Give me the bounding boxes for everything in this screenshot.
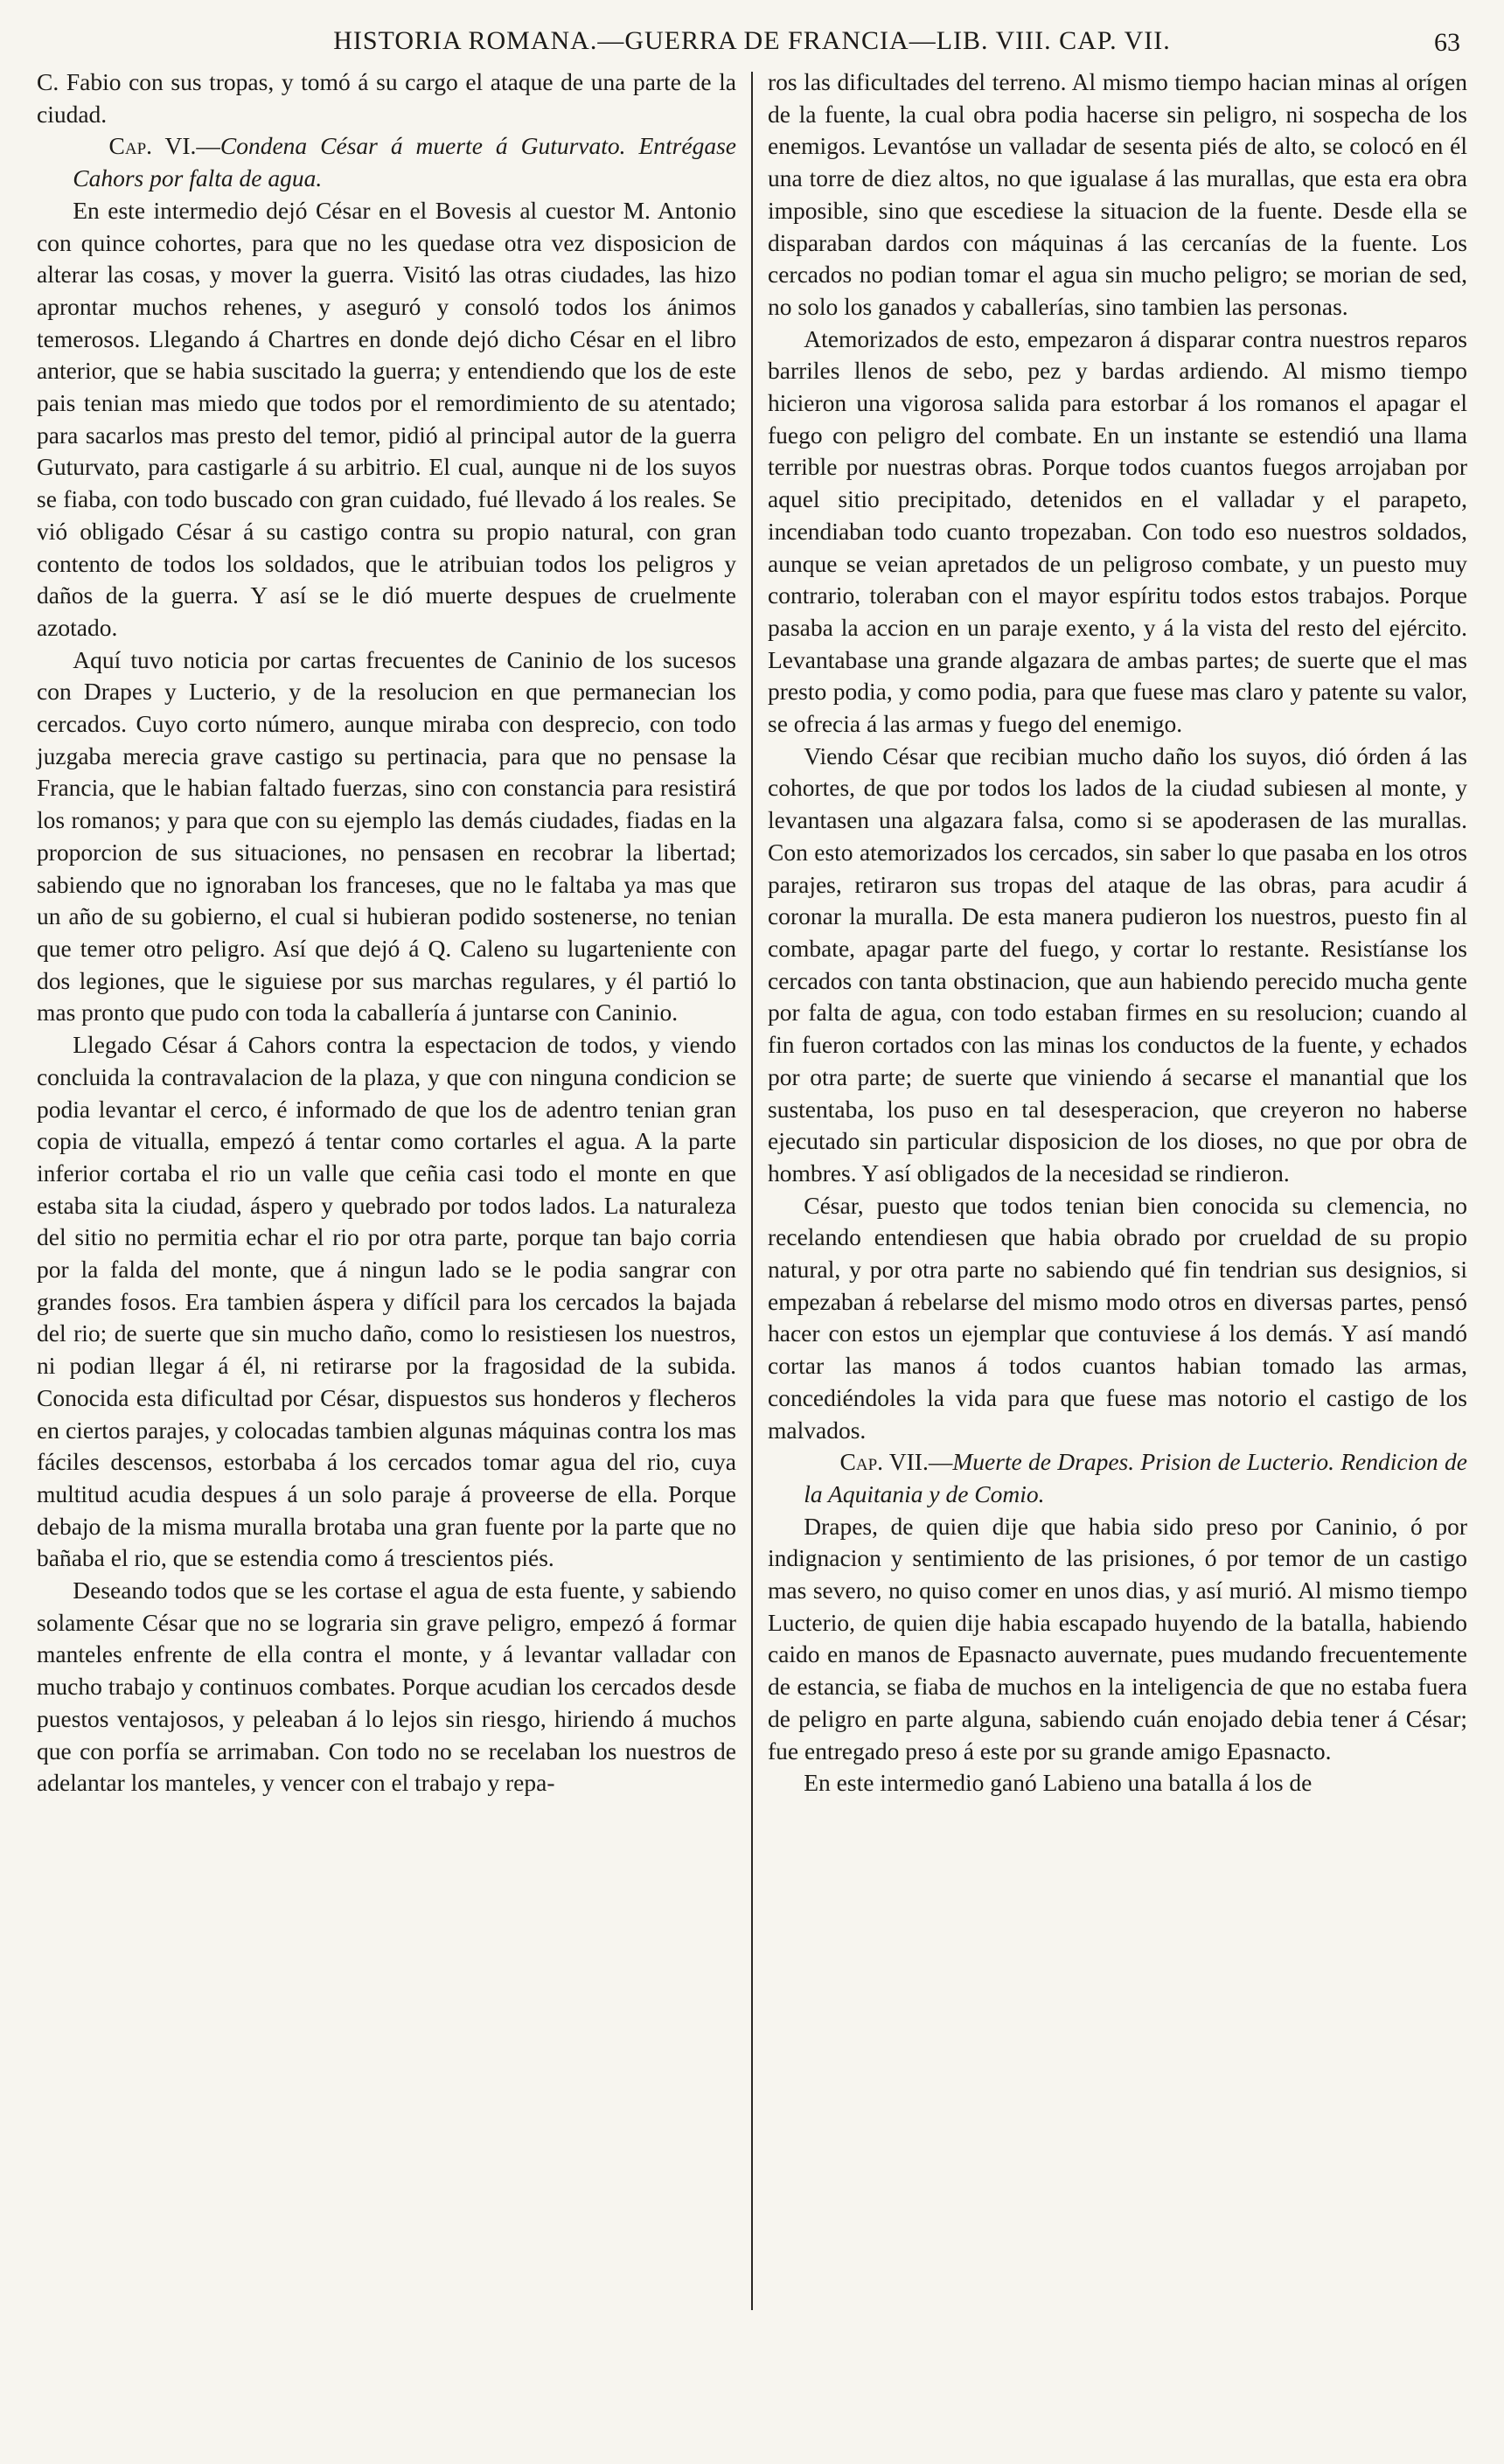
running-header <box>37 21 1467 61</box>
chapter-summary: Muerte de Drapes. Prision de Lucterio. Rendicion de la Aquitania y de Comio. <box>804 1448 1467 1507</box>
chapter-summary: Condena César á muerte á Guturvato. Entrégase Cahors por falta de agua. <box>73 132 736 192</box>
chapter-label: Cap. VI.— <box>108 132 220 160</box>
paragraph: Deseando todos que se les cortase el agua de esta fuente, y sabiendo solamente César que no se lograria sin grave peligro, empezó á formar manteles enfrente de ella contra el monte, y á levantar valladar con mucho trabajo y continuos combates. Porque acudian los cercados desde puestos ventajosos, y peleaban á lo lejos sin riesgo, hiriendo á muchos que con porfía se arrimaban. Con todo no se recelaban los nuestros de adelantar los manteles, y vencer con el trabajo y repa- <box>37 1577 736 1797</box>
chapter-label: Cap. VII.— <box>839 1448 953 1476</box>
paragraph: Drapes, de quien dije que habia sido preso por Caninio, ó por indignacion y sentimiento de las prisiones, ó por temor de un castigo mas severo, no quiso comer en unos dias, y así murió. Al mismo tiempo Lucterio, de quien dije habia escapado huyendo de la batalla, habiendo caido en manos de Epasnacto auvernate, pues mudando frecuentemente de estancia, se fiaba de muchos en la inteligencia de que no estaba fuera de peligro en parte alguna, sabiendo cuán enojado debia tener á César; fue entregado preso á este por su grande amigo Epasnacto. <box>768 1512 1467 1764</box>
paragraph: Viendo César que recibian mucho daño los suyos, dió órden á las cohortes, de que por todos los lados de la ciudad subiesen al monte, y levantasen una algazara falsa, como si se apoderasen de las murallas. Con esto atemorizados los cercados, sin saber lo que pasaba en los otros parajes, retiraron sus tropas del ataque de las obras, para acudir á coronar la muralla. De esta manera pudieron los nuestros, puesto fin al combate, apagar parte del fuego, y cortar lo restante. Resistíanse los cercados con tanta obstinacion, que aun habiendo perecido mucha gente por falta de agua, con todo estaban firmes en su resolucion; cuando al fin fueron cortados con las minas los conductos de la fuente, y echados por otra parte; de suerte que viniendo á secarse el manantial que los sustentaba, los puso en tal desesperacion, que creyeron no haberse ejecutado sin particular disposicion de los dioses, no que por obra de hombres. Y así obligados de la necesidad se rindieron. <box>768 741 1467 1187</box>
running-title: HISTORIA ROMANA.—GUERRA DE FRANCIA—LIB. VIII. CAP. VII. <box>333 26 1171 55</box>
paragraph: César, puesto que todos tenian bien conocida su clemencia, no recelando entendiesen que habia obrado por crueldad de su propio natural, y por otra parte no sabiendo qué fin tendrian sus designios, si empezaban á rebelarse del mismo modo otros en diversas partes, pensó hacer con estos un ejemplar que contuviese á los demás. Y así mandó cortar las manos á todos cuantos habian tomado las armas, concediéndoles la vida para que fuese mas notorio el castigo de los malvados. <box>768 1191 1467 1444</box>
chapter-heading <box>768 1446 1467 1510</box>
left-column <box>37 66 736 2310</box>
paragraph: Aquí tuvo noticia por cartas frecuentes de Caninio de los sucesos con Drapes y Lucterio, y de la resolucion en que permanecian los cercados. Cuyo corto número, aunque miraba con desprecio, con todo juzgaba merecia grave castigo su pertinacia, para que no pensase la Francia, que le habian faltado fuerzas, sino con constancia para resistirá los romanos; y para que con su ejemplo las demás ciudades, fiadas en la proporcion de sus situaciones, no pensasen en recobrar la libertad; sabiendo que no ignoraban los franceses, que no le faltaba ya mas que un año de su gobierno, el cual si hubieran podido sostenerse, no tenian que temer otro peligro. Así que dejó á Q. Caleno su lugarteniente con dos legiones, que le siguiese por sus marchas regulares, y él partió lo mas pronto que pudo con toda la caballería á juntarse con Caninio. <box>37 645 736 1027</box>
paragraph: Llegado César á Cahors contra la espectacion de todos, y viendo concluida la contravalacion de la plaza, y que con ninguna condicion se podia levantar el cerco, é informado de que los de adentro tenian gran copia de vitualla, empezó á tentar como cortarles el agua. A la parte inferior cortaba el rio un valle que ceñia casi todo el monte en que estaba sita la ciudad, áspero y quebrado por todos lados. La naturaleza del sitio no permitia echar el rio por otra parte, porque tan bajo corria por la falda del monte, que á ningun lado se le podia sangrar con grandes fosos. Era tambien áspera y difícil para los cercados la bajada del rio; de suerte que sin mucho daño, como lo resistiesen los nuestros, ni podian llegar á él, ni retirarse por la fragosidad de la subida. Conocida esta dificultad por César, dispuestos sus honderos y flecheros en ciertos parajes, y colocadas tambien algunas máquinas contra los mas fáciles descensos, estorbaba á los cercados tomar agua del rio, cuya multitud acudia despues á un solo paraje á proveerse de ella. Porque debajo de la misma muralla brotaba una gran fuente por la parte que no bañaba el rio, que se estendia como á trescientos piés. <box>37 1031 736 1572</box>
paragraph: En este intermedio dejó César en el Bovesis al cuestor M. Antonio con quince cohortes, para que no les quedase otra vez disposicion de alterar las cosas, y mover la guerra. Visitó las otras ciudades, las hizo aprontar muchos rehenes, y aseguró y consoló todos los ánimos temerosos. Llegando á Chartres en donde dejó dicho César en el libro anterior, que se habia suscitado la guerra; y entendiendo que los de este pais tenian mas miedo que todos por el remordimiento de su atentado; para sacarlos mas presto del temor, pidió al principal autor de la guerra Guturvato, para castigarle á su arbitrio. El cual, aunque ni de los suyos se fiaba, con todo buscado con gran cuidado, fué llevado á los reales. Se vió obligado César á su castigo contra su propio natural, con gran contento de todos los soldados, que le atribuian todos los peligros y daños de la guerra. Y así se le dió muerte despues de cruelmente azotado. <box>37 196 736 641</box>
text-columns <box>37 66 1467 2310</box>
right-column <box>768 66 1467 2310</box>
paragraph: En este intermedio ganó Labieno una batalla á los de <box>804 1769 1313 1797</box>
paragraph: ros las dificultades del terreno. Al mismo tiempo hacian minas al orígen de la fuente, la cual obra podia hacerse sin peligro, ni sospecha de los enemigos. Levantóse un valladar de sesenta piés de alto, se colocó en él una torre de diez altos, no que igualase á las murallas, que esta era obra imposible, sino que escediese la situacion de la fuente. Desde ella se disparaban dardos con máquinas á las cercanías de la fuente. Los cercados no podian tomar el agua sin mucho peligro; se morian de sed, no solo los ganados y caballerías, sino tambien las personas. <box>768 68 1467 320</box>
page-number: 63 <box>1434 28 1460 57</box>
chapter-heading <box>37 130 736 194</box>
column-divider <box>751 72 753 2310</box>
paragraph: C. Fabio con sus tropas, y tomó á su cargo el ataque de una parte de la ciudad. <box>37 68 736 128</box>
paragraph: Atemorizados de esto, empezaron á disparar contra nuestros reparos barriles llenos de sebo, pez y bardas ardiendo. Al mismo tiempo hicieron una vigorosa salida para estorbar á los romanos el apagar el fuego con peligro del combate. En un instante se estendió una llama terrible por nuestras obras. Porque todos cuantos fuegos arrojaban por aquel sitio precipitado, detenidos en el valladar y el parapeto, incendiaban todo cuanto tropezaban. Con todo eso nuestros soldados, aunque se veian apretados de un peligroso combate, y un puesto muy contrario, toleraban con el mayor espíritu todos estos trabajos. Porque pasaba la accion en un paraje exento, y á la vista del resto del ejército. Levantabase una grande algazara de ambas partes; de suerte que el mas presto podia, y como podia, para que fuese mas claro y patente su valor, se ofrecia á las armas y fuego del enemigo. <box>768 324 1467 738</box>
